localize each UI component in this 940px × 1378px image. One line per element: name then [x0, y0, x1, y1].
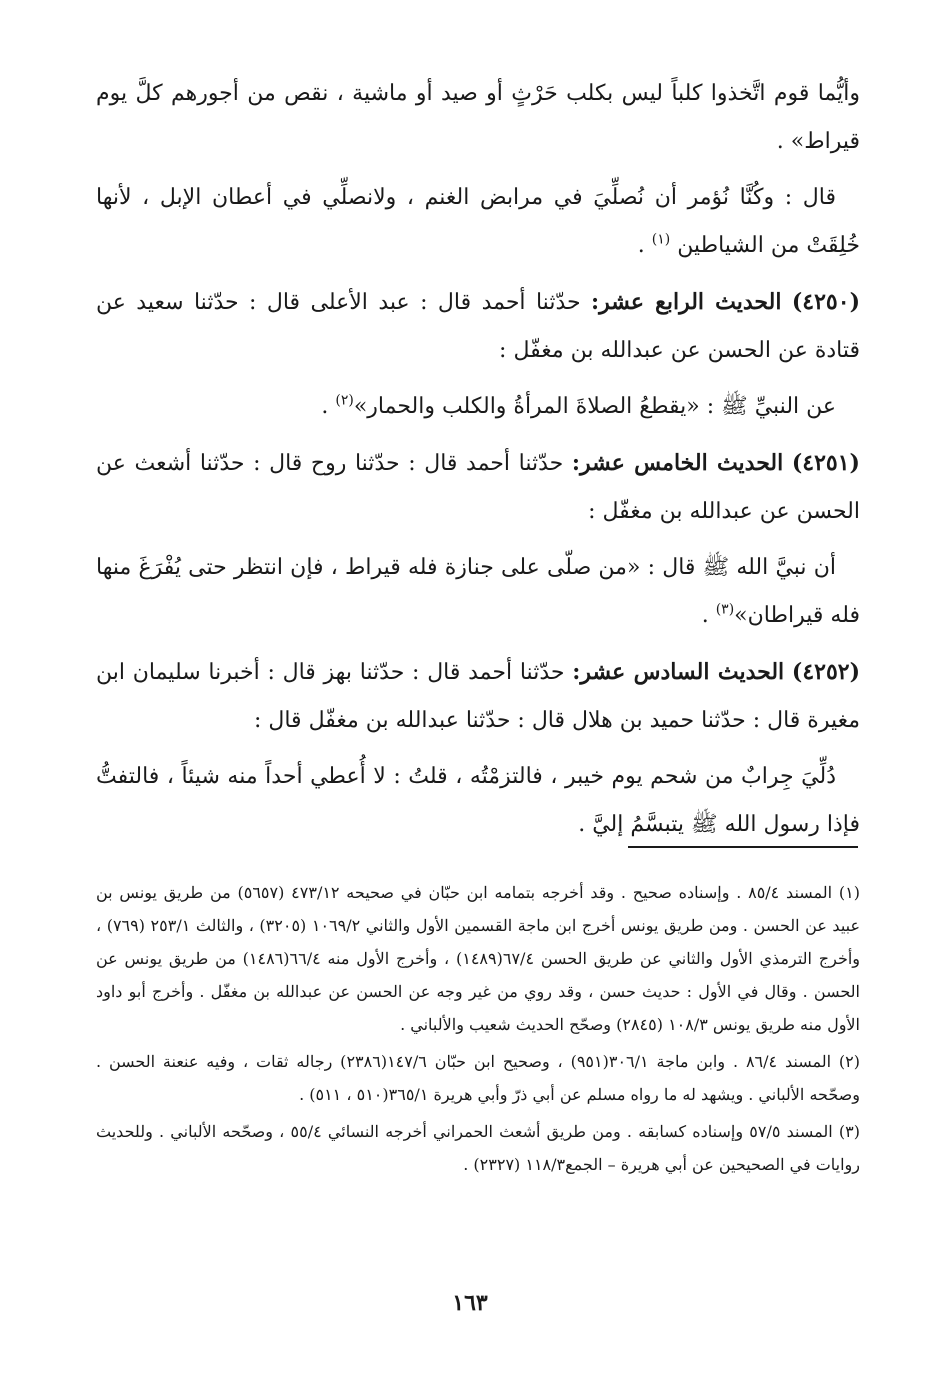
hadith-4252-number: (٤٢٥٢)	[791, 659, 860, 685]
footnote-divider	[628, 846, 858, 848]
footnote-ref-1: (١)	[651, 231, 671, 248]
hadith-4251-chain: حدّثنا أحمد قال : حدّثنا روح قال : حدّثنا أشعث عن الحسن عن عبدالله بن مغفّل :	[96, 451, 860, 524]
footnote-2: (٢) المسند ٨٦/٤ . وابن ماجة ٣٠٦/١(٩٥١) ، وصحيح ابن حبّان ١٤٧/٦(٢٣٨٦) رجاله ثقات ، وفيه عنعنة الحسن . وصحّحه الألباني . ويشهد له ما رواه مسلم عن أبي ذرّ وأبي هريرة ٣٦٥/١(٥١٠ ، ٥١١) .	[96, 1052, 861, 1104]
hadith-4251-text: أن نبيَّ الله ﷺ قال : «من صلّى على جنازة فله قيراط ، فإن انتظر حتى يُفْرَغَ منها فله قيراطان»$^{(٣)}$ .	[96, 555, 860, 628]
hadith-4250-number: (٤٢٥٠)	[791, 289, 860, 315]
hadith-4251-title: الحديث الخامس عشر:	[571, 450, 784, 476]
footnotes	[96, 876, 860, 1185]
hadith-4250-chain: حدّثنا أحمد قال : عبد الأعلى قال : حدّثنا سعيد عن قتادة عن الحسن عن عبدالله بن مغفّل :	[96, 290, 860, 363]
footnote-ref-3: (٣)	[715, 601, 735, 618]
main-text	[96, 70, 860, 857]
hadith-4252-text: دُلِّيَ جِرابٌ من شحم يوم خيبر ، فالتزمْتُه ، قلتُ : لا أُعطي أحداً منه شيئاً ، فالتفتُّ فإذا رسول الله ﷺ يتبسَّمُ إليَّ .	[96, 764, 860, 837]
hadith-4252-chain: حدّثنا أحمد قال : حدّثنا بهز قال : أخبرنا سليمان ابن مغيرة قال : حدّثنا حميد بن هلال قال : حدّثنا عبدالله بن مغفّل قال :	[96, 660, 860, 733]
paragraph-2-text: قال : وكُنَّا نُؤمر أن نُصلِّيَ في مرابض الغنم ، ولانصلِّي في أعطان الإبل ، لأنها خُلِقَتْ من الشياطين	[96, 185, 860, 258]
footnote-1: (١) المسند ٨٥/٤ . وإسناده صحيح . وقد أخرجه بتمامه ابن حبّان في صحيحه ٤٧٣/١٢ (٥٦٥٧) من طريق يونس بن عبيد عن الحسن . ومن طريق يونس أخرج ابن ماجة القسمين الأول والثاني ١٠٦٩/٢ (٣٢٠٥) ، والثالث ٢٥٣/١ (٧٦٩) ، وأخرج الترمذي الأول والثاني عن طريق الحسن ٦٧/٤(١٤٨٩) ، وأخرج الأول منه ٦٦/٤(١٤٨٦) من طريق يونس عن الحسن . وقال في الأول : حديث حسن ، وقد روي من غير وجه عن الحسن عن عبدالله بن مغفّل . وأخرج أبو داود الأول منه طريق يونس ١٠٨/٣ (٢٨٤٥) وصحّح الحديث شعيب والألباني .	[96, 883, 861, 1034]
hadith-4250-header	[96, 278, 860, 375]
footnote-3: (٣) المسند ٥٧/٥ وإسناده كسابقه . ومن طريق أشعث الحمراني أخرجه النسائي ٥٥/٤ ، وصحّحه الألباني . وللحديث روايات في الصحيحين عن أبي هريرة – الجمع١١٨/٣ (٢٣٢٧) .	[96, 1122, 861, 1174]
hadith-4250-title: الحديث الرابع عشر:	[591, 289, 782, 315]
hadith-4251-header	[96, 439, 860, 536]
footnote-ref-2: (٢)	[335, 392, 354, 409]
paragraph-2: قال : وكُنَّا نُؤمر أن نُصلِّيَ في مرابض الغنم ، ولانصلِّي في أعطان الإبل ، لأنها خُلِقَتْ من الشياطين $^{(١)}$ .	[96, 185, 860, 258]
hadith-4252-header	[96, 648, 860, 745]
hadith-4250-text: عن النبيِّ ﷺ : «يقطعُ الصلاةَ المرأةُ والكلب والحمار»$^{(٢)}$ .	[321, 392, 836, 419]
paragraph-1: وأيُّما قوم اتَّخذوا كلباً ليس بكلب حَرْثٍ أو صيد أو ماشية ، نقص من أجورهم كلَّ يوم قيراط» .	[96, 81, 860, 154]
hadith-4251-number: (٤٢٥١)	[791, 450, 860, 476]
hadith-4252-title: الحديث السادس عشر:	[572, 659, 785, 685]
page-number: ١٦٣	[452, 1290, 488, 1316]
